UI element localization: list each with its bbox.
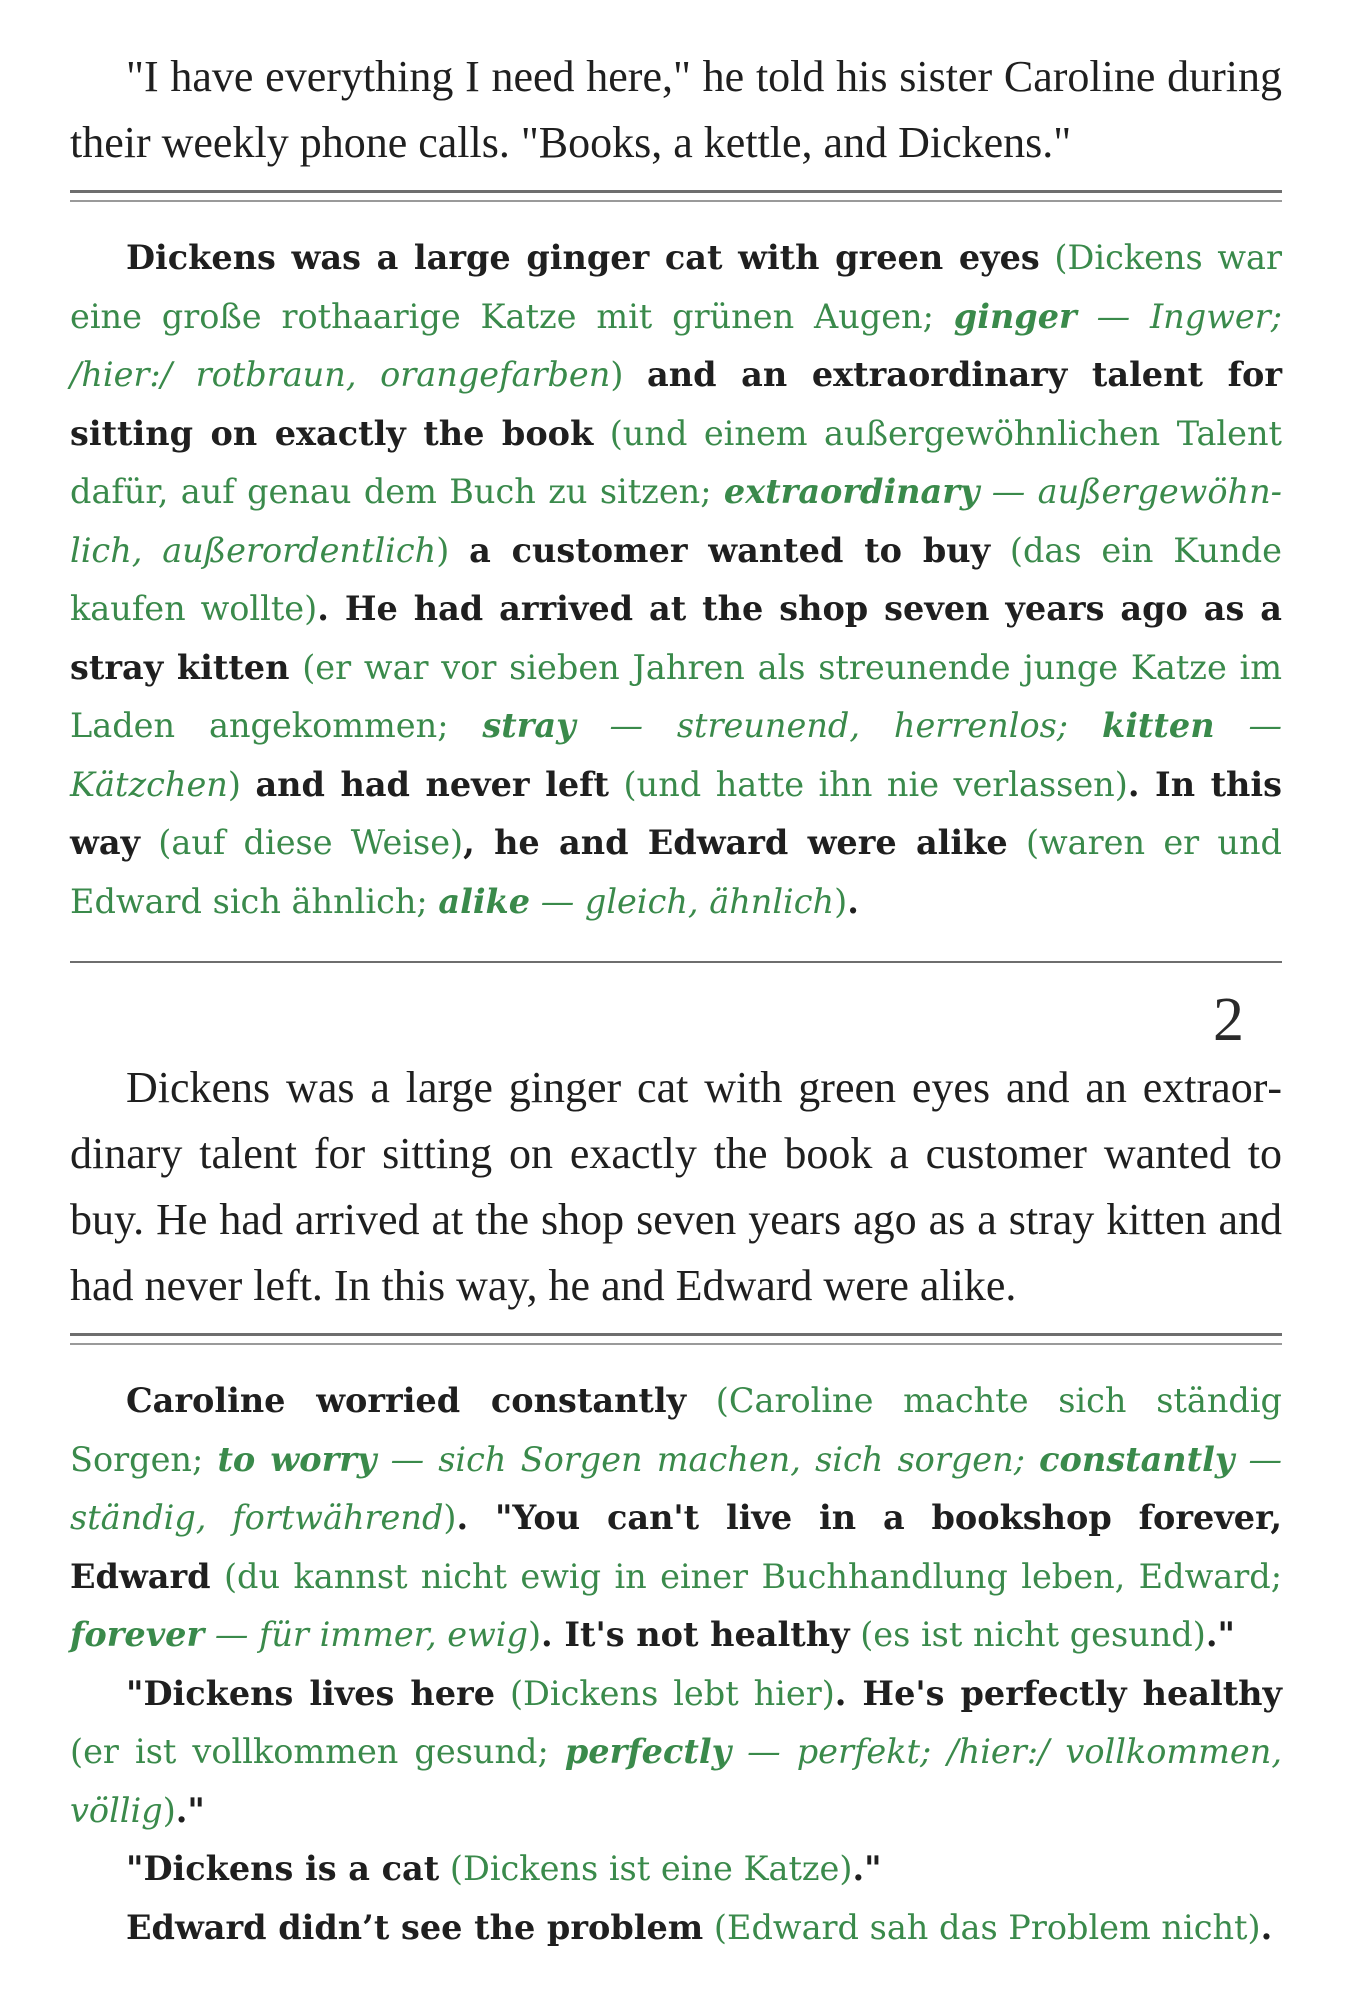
paragraph-middle: Dickens was a large ginger cat with green eyes and an extraordinary talent for sitting on exactly the book a customer wanted to buy. He had arrived at the shop seven years ago as a stray kitten and had never left. In this way, he and Edward were alike. xyxy=(70,1063,1282,1310)
page-number: 2 xyxy=(1213,986,1244,1054)
german-gloss: (er ist vollkommen gesund; perfectly — perfekt; /hier:/ vollkommen, völlig) xyxy=(70,1732,1282,1830)
english-text: and an extraordinary talent for sitting on exactly the book xyxy=(70,355,1282,453)
german-gloss: (Dickens lebt hier) xyxy=(509,1673,835,1713)
glossed-word: alike xyxy=(438,881,531,921)
english-text: Caroline worried constantly xyxy=(126,1381,687,1420)
german-gloss: (Caroline machte sich ständig Sorgen; to worry — sich Sorgen machen, sich sorgen; constantly — ständig, fortwährend) xyxy=(70,1381,1282,1537)
glossed-word: to worry xyxy=(217,1439,377,1479)
english-text: . "You can't live in a bookshop forever, Edward xyxy=(70,1498,1282,1596)
german-gloss: (es ist nicht gesund) xyxy=(860,1615,1206,1654)
english-text: . He had arrived at the shop seven years ago as a stray kitten xyxy=(70,589,1282,687)
annotated-paragraph-1: Dickens was a large ginger cat with green eyes (Dickens war eine große rothaarige Katze mit grünen Augen; ginger — Ingwer; /hier:/ rotbraun, orangefarben) and an extraordinary talent for sitting on exactly the book (und einem außergewöhnlichen Talent dafür, auf genau dem Buch zu sitzen; extraordinary — außergewöhnlich, außerordentlich) a customer wanted to buy (das ein Kunde kaufen wollte). He had arrived at the shop seven years ago as a stray kitten (er war vor sieben Jahren als streunende junge Katze im Laden angekommen; stray — streunend, herrenlos; kitten — Kätzchen) and had never left (und hatte ihn nie verlassen). In this way (auf diese Weise), he and Edward were alike (waren er und Edward sich ähnlich; alike — gleich, ähnlich). xyxy=(70,238,1283,921)
german-gloss: (du kannst nicht ewig in einer Buchhandlung leben, Edward; forever — für immer, ewig) xyxy=(70,1556,1282,1654)
paragraph-top: "I have everything I need here," he told his sister Caroline during their weekly phone calls. "Books, a kettle, and Dickens." xyxy=(70,52,1282,167)
german-gloss: (und einem außergewöhnlichen Talent dafür, auf genau dem Buch zu sitzen; extraordinary — außergewöhnlich, außerordentlich) xyxy=(70,413,1283,570)
german-gloss: (Dickens war eine große rothaarige Katze mit grünen Augen; ginger — Ingwer; /hier:/ rotbraun, orangefarben) xyxy=(70,238,1282,394)
book-page xyxy=(70,0,1282,1957)
annotated-paragraph-3: "Dickens lives here (Dickens lebt hier). He's perfectly healthy (er ist vollkommen gesund; perfectly — perfekt; /hier:/ vollkommen, völlig)." xyxy=(70,1673,1282,1830)
german-gloss: (waren er und Edward sich ähnlich; alike — gleich, ähnlich) xyxy=(70,823,1283,921)
glossed-word: extraordinary xyxy=(723,472,980,511)
english-text: "Dickens is a cat xyxy=(126,1849,440,1888)
english-text: and had never left xyxy=(255,764,610,804)
english-text: Edward didn’t see the problem xyxy=(126,1907,704,1947)
german-gloss: (Dickens ist eine Katze) xyxy=(449,1849,853,1888)
english-text: . It's not healthy xyxy=(541,1615,850,1654)
english-text: "Dickens lives here xyxy=(126,1673,496,1713)
glossed-word: kitten xyxy=(1102,706,1215,745)
english-text: . In this way xyxy=(70,764,1282,862)
german-gloss: (er war vor sieben Jahren als streunende junge Katze im Laden angekommen; stray — streunend, herrenlos; kitten — Kätzchen) xyxy=(70,647,1283,804)
glossed-word: ginger xyxy=(953,296,1077,336)
annotated-paragraph-2: Caroline worried constantly (Caroline machte sich ständig Sorgen; to worry — sich Sorgen machen, sich sorgen; constantly — ständig, fortwährend). "You can't live in a bookshop forever, Edward (du kannst nicht ewig in einer Buchhandlung leben, Edward; forever — für immer, ewig). It's not healthy (es ist nicht gesund)." xyxy=(70,1381,1282,1654)
double-divider xyxy=(70,190,1282,202)
english-text: . He's perfectly healthy xyxy=(834,1673,1282,1713)
glossed-word: forever xyxy=(70,1615,205,1654)
glossed-word: constantly xyxy=(1039,1439,1235,1479)
german-gloss: (und hatte ihn nie verlassen) xyxy=(623,764,1128,804)
annotated-paragraph-5: Edward didn’t see the problem (Edward sah das Problem nicht). xyxy=(126,1907,1273,1947)
glossed-word: perfectly xyxy=(564,1732,732,1771)
english-text: a customer wanted to buy xyxy=(469,530,991,570)
german-gloss: (Edward sah das Problem nicht) xyxy=(713,1907,1261,1947)
double-divider xyxy=(70,1333,1282,1345)
german-gloss: (das ein Kunde kaufen wollte) xyxy=(70,530,1282,628)
english-text: , he and Edward were alike xyxy=(463,823,1008,862)
annotated-paragraph-4: "Dickens is a cat (Dickens ist eine Katze)." xyxy=(126,1849,882,1888)
german-gloss: (auf diese Weise) xyxy=(158,823,464,862)
glossed-word: stray xyxy=(482,706,576,745)
english-text: Dickens was a large ginger cat with green eyes xyxy=(126,238,1040,277)
